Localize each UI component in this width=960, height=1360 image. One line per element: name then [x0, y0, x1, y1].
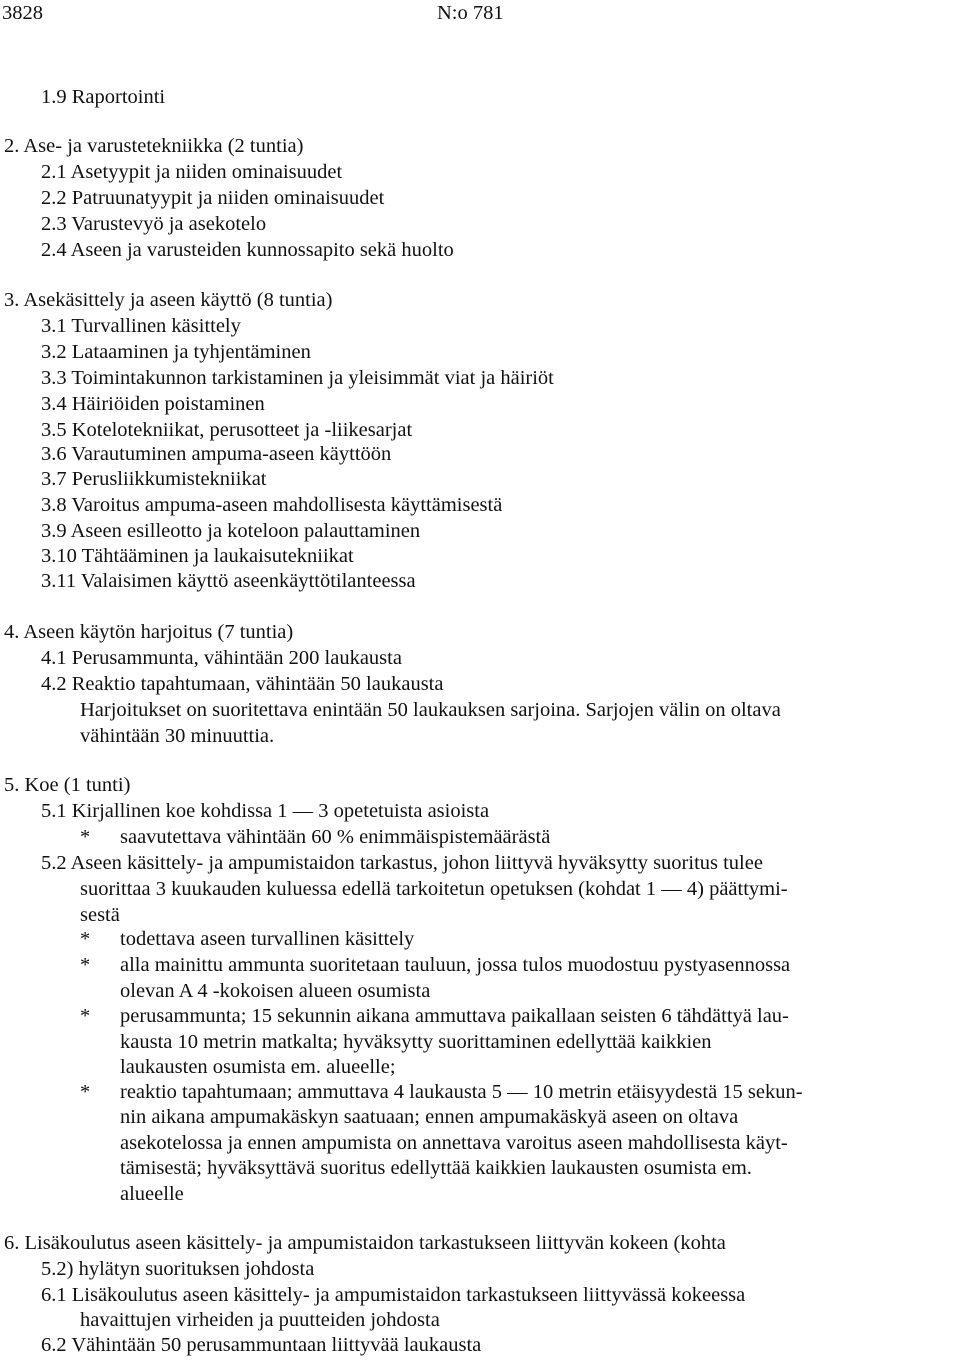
subsection-3-10: 3.10 Tähtääminen ja laukaisutekniikat: [41, 545, 354, 567]
bullet-text-cont: laukausten osumista em. alueelle;: [120, 1056, 396, 1078]
section-5-heading: 5. Koe (1 tunti): [4, 774, 131, 796]
section-6-heading: 6. Lisäkoulutus aseen käsittely- ja ampumistaidon tarkastukseen liittyvän kokeen (kohta: [4, 1232, 726, 1254]
subsection-3-11: 3.11 Valaisimen käyttö aseenkäyttötilanteessa: [41, 570, 416, 592]
bullet-marker: *: [80, 826, 91, 848]
bullet-text: alla mainittu ammunta suoritetaan tauluun, jossa tulos muodostuu pystyasennossa: [120, 954, 791, 976]
subsection-2-3: 2.3 Varustevyö ja asekotelo: [41, 213, 267, 235]
subsection-3-1: 3.1 Turvallinen käsittely: [41, 315, 241, 337]
subsection-2-1: 2.1 Asetyypit ja niiden ominaisuudet: [41, 161, 343, 183]
section-6-heading-cont: 5.2) hylätyn suorituksen johdosta: [41, 1258, 315, 1280]
subsection-4-2: 4.2 Reaktio tapahtumaan, vähintään 50 laukausta: [41, 673, 444, 695]
subsection-6-1: 6.1 Lisäkoulutus aseen käsittely- ja ampumistaidon tarkastukseen liittyvässä kokeessa: [41, 1284, 746, 1306]
bullet-text-cont: alueelle: [120, 1183, 184, 1205]
subsection-5-2-cont: suorittaa 3 kuukauden kuluessa edellä tarkoitetun opetuksen (kohdat 1 — 4) päättymi-: [80, 878, 788, 900]
page-number: 3828: [2, 2, 43, 24]
section-3-heading: 3. Asekäsittely ja aseen käyttö (8 tuntia): [4, 289, 333, 311]
subsection-5-2-cont: sestä: [80, 904, 120, 926]
bullet-text-cont: kausta 10 metrin matkalta; hyväksytty suorittaminen edellyttää kaikkien: [120, 1031, 712, 1053]
subsection-3-8: 3.8 Varoitus ampuma-aseen mahdollisesta käyttämisestä: [41, 494, 503, 516]
issue-number: N:o 781: [437, 2, 504, 24]
subsection-5-1: 5.1 Kirjallinen koe kohdissa 1 — 3 opetetuista asioista: [41, 800, 490, 822]
subsection-3-4: 3.4 Häiriöiden poistaminen: [41, 393, 265, 415]
subsection-5-2: 5.2 Aseen käsittely- ja ampumistaidon tarkastus, johon liittyvä hyväksytty suoritus tulee: [41, 852, 763, 874]
section-4-note: Harjoitukset on suoritettava enintään 50 laukauksen sarjoina. Sarjojen välin on oltava: [80, 699, 781, 721]
bullet-marker: *: [80, 954, 91, 976]
subsection-3-7: 3.7 Perusliikkumistekniikat: [41, 468, 267, 490]
subsection-4-1: 4.1 Perusammunta, vähintään 200 laukausta: [41, 647, 402, 669]
bullet-text: todettava aseen turvallinen käsittely: [120, 928, 415, 950]
subsection-1-9: 1.9 Raportointi: [41, 86, 166, 108]
bullet-marker: *: [80, 1005, 91, 1027]
bullet-text-cont: tämisestä; hyväksyttävä suoritus edellyttää kaikkien laukausten osumista em.: [120, 1157, 752, 1179]
section-4-heading: 4. Aseen käytön harjoitus (7 tuntia): [4, 621, 294, 643]
bullet-marker: *: [80, 928, 91, 950]
subsection-3-5: 3.5 Kotelotekniikat, perusotteet ja -liikesarjat: [41, 419, 413, 441]
subsection-3-2: 3.2 Lataaminen ja tyhjentäminen: [41, 341, 311, 363]
subsection-3-3: 3.3 Toimintakunnon tarkistaminen ja yleisimmät viat ja häiriöt: [41, 367, 554, 389]
bullet-text-cont: olevan A 4 -kokoisen alueen osumista: [120, 980, 431, 1002]
bullet-text-cont: nin aikana ampumakäskyn saatuaan; ennen ampumakäskyä aseen on oltava: [120, 1106, 739, 1128]
section-4-note-cont: vähintään 30 minuuttia.: [80, 725, 275, 747]
bullet-text: reaktio tapahtumaan; ammuttava 4 laukausta 5 — 10 metrin etäisyydestä 15 sekun-: [120, 1081, 803, 1103]
subsection-3-6: 3.6 Varautuminen ampuma-aseen käyttöön: [41, 443, 392, 465]
subsection-6-2: 6.2 Vähintään 50 perusammuntaan liittyvää laukausta: [41, 1334, 482, 1356]
bullet-text: saavutettava vähintään 60 % enimmäispistemäärästä: [120, 826, 551, 848]
bullet-text: perusammunta; 15 sekunnin aikana ammuttava paikallaan seisten 6 tähdättyä lau-: [120, 1005, 789, 1027]
section-2-heading: 2. Ase- ja varustetekniikka (2 tuntia): [4, 135, 304, 157]
subsection-3-9: 3.9 Aseen esilleotto ja koteloon palauttaminen: [41, 520, 421, 542]
subsection-6-1-cont: havaittujen virheiden ja puutteiden johdosta: [80, 1309, 440, 1331]
bullet-text-cont: asekotelossa ja ennen ampumista on annettava varoitus aseen mahdollisesta käyt-: [120, 1132, 788, 1154]
bullet-marker: *: [80, 1081, 91, 1103]
subsection-2-4: 2.4 Aseen ja varusteiden kunnossapito sekä huolto: [41, 239, 454, 261]
subsection-2-2: 2.2 Patruunatyypit ja niiden ominaisuudet: [41, 187, 385, 209]
